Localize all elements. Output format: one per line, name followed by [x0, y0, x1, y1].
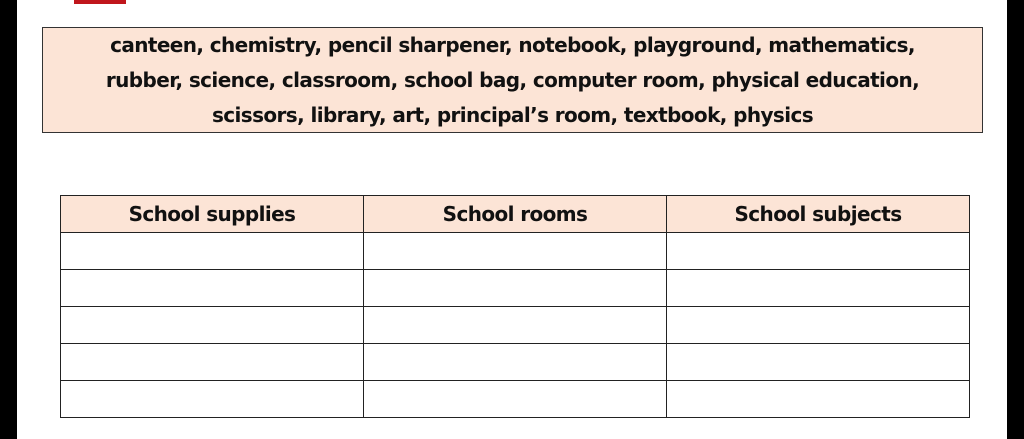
table-cell-rooms[interactable] [364, 381, 667, 418]
word-bank-box [42, 27, 983, 133]
table-header-row [61, 196, 970, 233]
table-cell-supplies[interactable] [61, 307, 364, 344]
table-row [61, 233, 970, 270]
table-cell-subjects[interactable] [667, 307, 970, 344]
word-bank-line-2: rubber, science, classroom, school bag, computer room, physical education, [105, 67, 920, 92]
table-row [61, 307, 970, 344]
table-cell-rooms[interactable] [364, 344, 667, 381]
table-cell-rooms[interactable] [364, 233, 667, 270]
header-school-supplies: School supplies [61, 196, 364, 233]
red-accent-mark [74, 0, 126, 4]
word-bank-line-3: scissors, library, art, principal’s room, textbook, physics [211, 102, 814, 127]
table-cell-rooms[interactable] [364, 307, 667, 344]
table-cell-subjects[interactable] [667, 233, 970, 270]
header-school-rooms: School rooms [364, 196, 667, 233]
table-cell-supplies[interactable] [61, 381, 364, 418]
table-cell-subjects[interactable] [667, 344, 970, 381]
table-cell-supplies[interactable] [61, 270, 364, 307]
table-cell-subjects[interactable] [667, 381, 970, 418]
table-row [61, 381, 970, 418]
word-bank-line-1: canteen, chemistry, pencil sharpener, notebook, playground, mathematics, [110, 32, 915, 57]
header-school-subjects: School subjects [667, 196, 970, 233]
table-row [61, 344, 970, 381]
table-cell-supplies[interactable] [61, 233, 364, 270]
table-row [61, 270, 970, 307]
table-cell-supplies[interactable] [61, 344, 364, 381]
worksheet-page [17, 0, 1007, 439]
sorting-table [60, 195, 970, 418]
table-cell-rooms[interactable] [364, 270, 667, 307]
table-cell-subjects[interactable] [667, 270, 970, 307]
